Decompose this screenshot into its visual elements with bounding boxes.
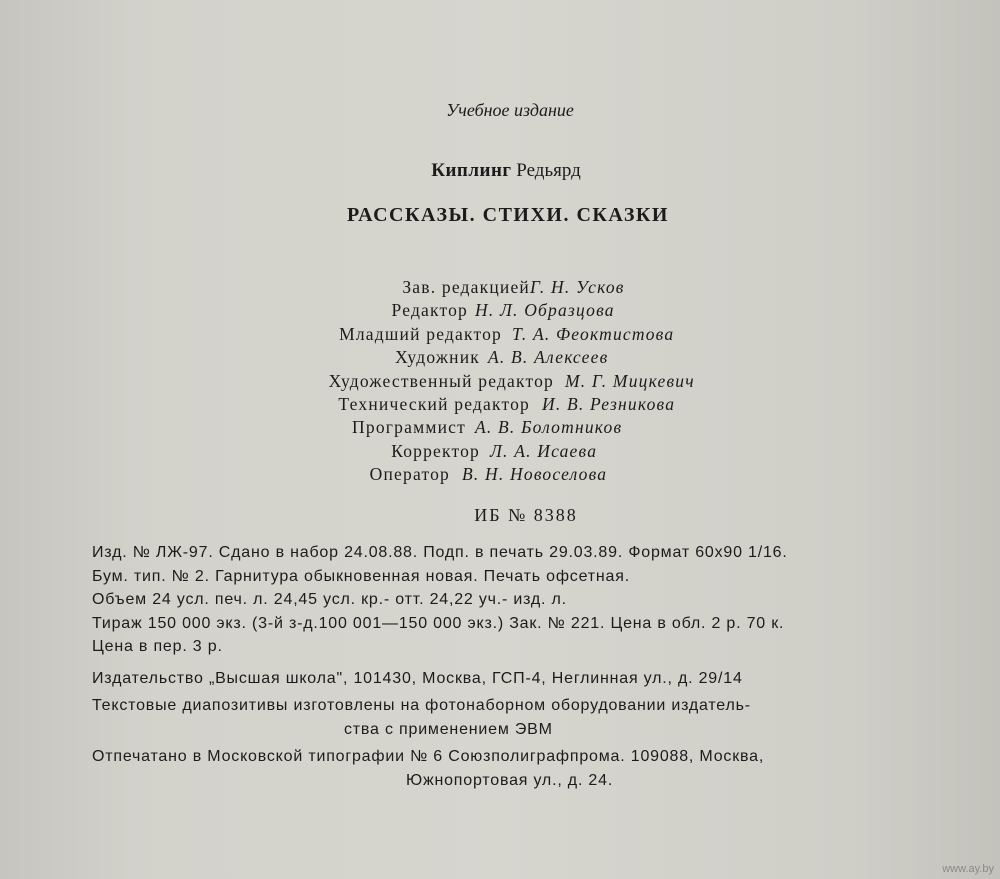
- staff-row: [0, 416, 1000, 439]
- imprint-line: Цена в пер. 3 р.: [92, 638, 223, 655]
- staff-name: М. Г. Мицкевич: [565, 370, 695, 391]
- diapositives-line: Текстовые диапозитивы изготовлены на фотонаборном оборудовании издатель-: [92, 697, 751, 714]
- staff-row: [0, 370, 1000, 393]
- imprint-line: Объем 24 усл. печ. л. 24,45 усл. кр.- отт. 24,22 уч.- изд. л.: [92, 591, 567, 608]
- staff-role: Художник: [395, 347, 480, 368]
- book-title: РАССКАЗЫ. СТИХИ. СКАЗКИ: [347, 204, 669, 226]
- imprint-block: [92, 541, 952, 792]
- staff-role: Корректор: [391, 440, 480, 461]
- staff-role: Младший редактор: [339, 323, 502, 344]
- staff-name: А. В. Алексеев: [488, 347, 609, 368]
- printed-line: Отпечатано в Московской типографии № 6 Союзполиграфпрома. 109088, Москва,: [92, 748, 765, 765]
- staff-name: В. Н. Новоселова: [462, 464, 608, 485]
- ib-number: ИБ № 8388: [474, 505, 578, 525]
- staff-list: [0, 276, 1000, 487]
- staff-row: [0, 393, 1000, 416]
- staff-role: Редактор: [391, 300, 468, 321]
- staff-role: Художественный редактор: [328, 370, 554, 391]
- staff-role: Оператор: [369, 464, 450, 485]
- staff-row: [0, 323, 1000, 346]
- diapositives-line: ства с применением ЭВМ: [344, 720, 553, 738]
- watermark: www.ay.by: [942, 863, 994, 875]
- staff-name: Л. А. Исаева: [490, 440, 598, 461]
- staff-row: [0, 463, 1000, 486]
- staff-name: Г. Н. Усков: [530, 277, 625, 297]
- series-label: Учебное издание: [446, 100, 574, 120]
- staff-row: [0, 346, 1000, 369]
- staff-name: И. В. Резникова: [542, 393, 676, 414]
- staff-role: Зав. редакцией: [402, 277, 530, 297]
- staff-role: Технический редактор: [338, 393, 530, 414]
- imprint-line: Тираж 150 000 экз. (3-й з-д.100 001—150 000 экз.) Зак. № 221. Цена в обл. 2 р. 70 к.: [92, 614, 785, 632]
- publisher-line: Издательство „Высшая школа", 101430, Москва, ГСП-4, Неглинная ул., д. 29/14: [92, 669, 743, 687]
- staff-role: Программист: [352, 417, 466, 438]
- author-line: [6, 160, 1000, 182]
- staff-name: Т. А. Феоктистова: [512, 323, 675, 344]
- staff-row: [0, 276, 1000, 299]
- staff-row: [0, 440, 1000, 463]
- printed-line: Южнопортовая ул., д. 24.: [406, 771, 614, 789]
- staff-row: [0, 299, 1000, 322]
- author-given-name: Редьярд: [516, 160, 581, 181]
- staff-name: А. В. Болотников: [475, 417, 623, 438]
- staff-name: Н. Л. Образцова: [475, 300, 615, 321]
- author-surname: Киплинг: [431, 160, 512, 181]
- imprint-line: Бум. тип. № 2. Гарнитура обыкновенная новая. Печать офсетная.: [92, 567, 630, 585]
- imprint-line: Изд. № ЛЖ-97. Сдано в набор 24.08.88. Подп. в печать 29.03.89. Формат 60x90 1/16.: [92, 544, 788, 561]
